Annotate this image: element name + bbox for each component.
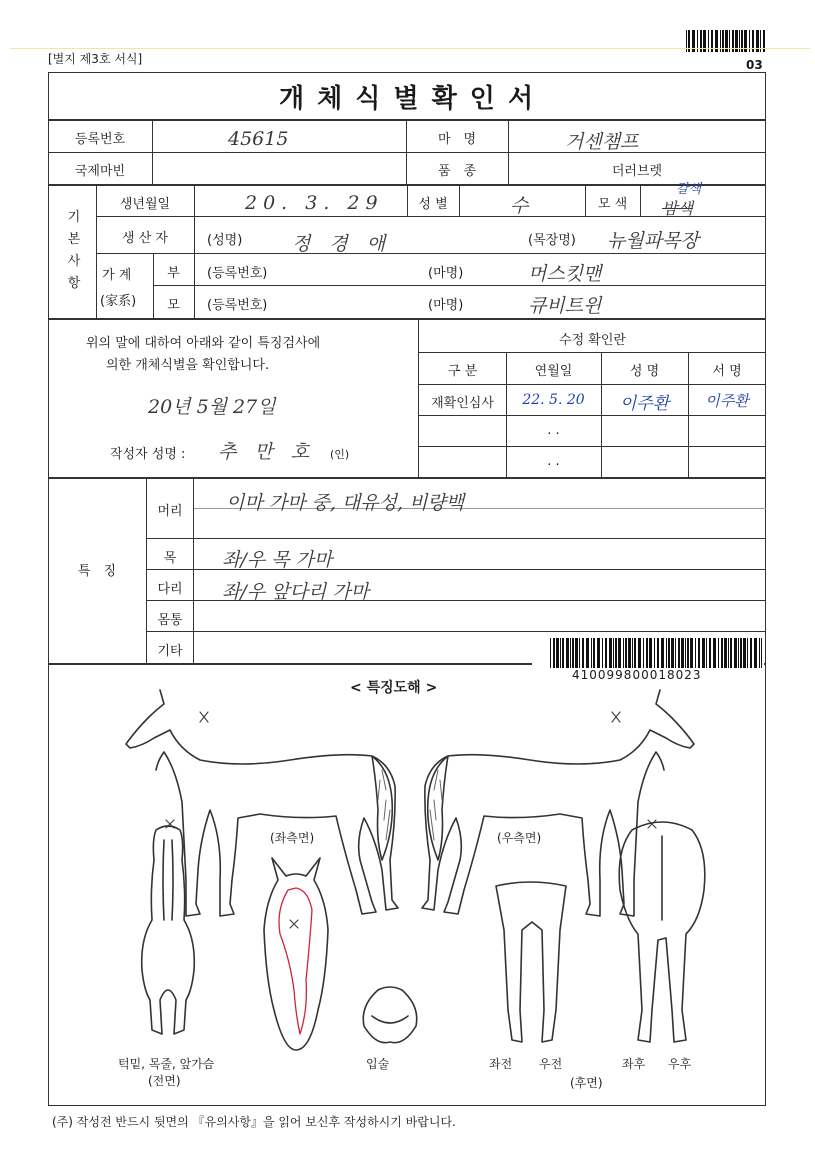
revision-row-date: 22. 5. 20 <box>522 392 585 408</box>
barcode-bar <box>750 638 752 668</box>
barcode-bar <box>743 638 746 668</box>
sire-value: 머스킷맨 <box>528 263 602 285</box>
barcode-bar <box>713 638 716 668</box>
dam-name-field: (마명) <box>428 298 464 313</box>
footer-note: (주) 작성전 반드시 뒷면의 『유의사항』을 읽어 보신후 작성하시기 바랍니다. <box>52 1115 456 1129</box>
barcode-bar <box>591 638 592 668</box>
dam-label: 모 <box>167 298 180 313</box>
revision-row-sign: 이주환 <box>705 392 749 410</box>
horse-right-side <box>422 690 694 916</box>
front-label-line1: 턱밑, 목줄, 앞가슴 <box>118 1057 215 1071</box>
basic-section-label: 기 본 사 항 <box>67 210 81 291</box>
barcode-bar <box>566 638 569 668</box>
breeder-name-label: (성명) <box>207 233 243 248</box>
barcode-bar <box>695 638 696 668</box>
barcode-bar <box>754 638 757 668</box>
feature-neck-value: 좌/우 목 가마 <box>222 549 333 571</box>
divider <box>194 185 195 318</box>
reg-no-label: 등록번호 <box>74 132 126 147</box>
right-front-label: 우전 <box>539 1057 563 1071</box>
barcode-bar <box>623 638 624 668</box>
barcode-bar <box>761 638 762 668</box>
barcode-bar <box>690 638 693 668</box>
feature-other-label: 기타 <box>157 644 183 659</box>
intl-no-label: 국제마빈 <box>74 164 126 179</box>
barcode-bar <box>643 638 644 668</box>
color-value-struck: 밤색 <box>662 199 693 218</box>
barcode-bar <box>649 638 652 668</box>
feature-body-label: 몸통 <box>157 613 183 628</box>
horse-rear-view <box>619 822 705 1042</box>
barcode-bar <box>685 638 686 668</box>
barcode-bar <box>657 638 659 668</box>
barcode-bar <box>730 638 732 668</box>
divider <box>419 384 766 385</box>
barcode-bar <box>609 638 612 668</box>
barcode-bar <box>597 638 600 668</box>
left-front-label: 좌전 <box>489 1057 513 1071</box>
barcode-bar <box>575 638 578 668</box>
dam-value: 큐비트윈 <box>528 295 602 317</box>
right-side-label: (우측면) <box>497 831 542 845</box>
feature-head-value: 이마 가마 중, 대유성, 비량백 <box>226 492 465 514</box>
side-barcode-box <box>532 636 764 686</box>
statement-line1: 위의 말에 대하여 아래와 같이 특징검사에 <box>86 336 321 351</box>
barcode-bar <box>718 638 719 668</box>
barcode-bar <box>638 638 641 668</box>
breeder-name-value: 정 경 애 <box>292 233 386 255</box>
barcode-bar <box>709 638 711 668</box>
revision-col-sign: 서 명 <box>712 364 742 379</box>
barcode-bar <box>602 638 603 668</box>
barcode-bar <box>668 638 670 668</box>
color-value-corrected: 갈색 <box>676 182 702 197</box>
barcode-bar <box>702 638 705 668</box>
features-section-label: 특 징 <box>77 564 117 579</box>
side-barcode <box>550 638 762 668</box>
barcode-bar <box>698 638 700 668</box>
farm-label: (목장명) <box>528 233 576 248</box>
horse-diagram <box>60 690 760 1070</box>
divider <box>147 631 766 632</box>
breed-label: 품 종 <box>437 164 477 179</box>
barcode-bar <box>628 638 631 668</box>
breed-value: 더러브렛 <box>611 164 663 179</box>
divider <box>96 253 766 254</box>
divider <box>640 185 641 216</box>
barcode-bar <box>734 638 737 668</box>
barcode-bar <box>586 638 589 668</box>
lips-label: 입술 <box>366 1057 390 1071</box>
revision-col-date: 연월일 <box>534 364 573 379</box>
horse-lips-view <box>363 987 416 1043</box>
barcode-bar <box>759 638 760 668</box>
barcode-bar <box>556 638 559 668</box>
horse-left-side <box>126 690 398 916</box>
dob-value: 20. 3. 29 <box>245 192 384 214</box>
form-label: [별지 제3호 서식] <box>48 52 143 66</box>
divider <box>152 120 153 184</box>
barcode-bar <box>666 638 667 668</box>
barcode-bar <box>721 638 723 668</box>
left-side-label: (좌측면) <box>270 831 315 845</box>
barcode-bar <box>738 638 739 668</box>
barcode-bar <box>560 638 561 668</box>
barcode-bar <box>681 638 684 668</box>
dob-label: 생년월일 <box>119 197 171 212</box>
revision-row-date: . . <box>547 423 560 438</box>
divider <box>48 119 766 121</box>
divider <box>48 318 766 320</box>
barcode-bar <box>570 638 571 668</box>
revision-col-name: 성 명 <box>629 364 660 379</box>
barcode-bar <box>572 638 574 668</box>
writer-seal: (인) <box>330 448 350 461</box>
barcode-bar <box>740 638 742 668</box>
barcode-bar <box>582 638 584 668</box>
barcode-bar <box>747 638 748 668</box>
color-label: 모 색 <box>597 197 628 212</box>
barcode-bar <box>671 638 674 668</box>
left-hind-label: 좌후 <box>622 1057 646 1071</box>
divider <box>459 185 460 216</box>
side-barcode-number: 410099800018023 <box>572 668 702 682</box>
sire-label: 부 <box>167 266 180 281</box>
feature-neck-label: 목 <box>163 551 177 566</box>
farm-value: 뉴월파목장 <box>607 230 699 252</box>
barcode-bar <box>675 638 676 668</box>
dam-reg-field: (등록번호) <box>207 298 268 313</box>
barcode-bar <box>646 638 648 668</box>
barcode-bar <box>661 638 664 668</box>
horse-front-legs-view <box>496 882 566 1042</box>
breeder-label: 생 산 자 <box>122 231 168 246</box>
diagram-title: < 특징도해 > <box>350 680 438 696</box>
barcode-bar <box>678 638 680 668</box>
page-number: 03 <box>746 58 763 72</box>
barcode-bar <box>625 638 627 668</box>
barcode-bar <box>593 638 595 668</box>
feature-leg-label: 다리 <box>157 582 183 597</box>
revision-row-date: . . <box>547 454 560 469</box>
divider <box>147 538 766 539</box>
right-hind-label: 우후 <box>668 1057 692 1071</box>
sex-value: 수 <box>510 195 529 217</box>
pedigree-hanja: (家系) <box>100 294 137 309</box>
pedigree-label: 가 계 <box>102 268 132 283</box>
feature-head-label: 머리 <box>157 504 183 519</box>
horse-name-value: 거센챔프 <box>565 131 639 153</box>
divider <box>419 352 766 353</box>
confirm-date: 20년 5월 27일 <box>148 396 276 418</box>
barcode-bar <box>615 638 617 668</box>
barcode-bar <box>687 638 689 668</box>
rear-label: (후면) <box>570 1076 603 1090</box>
barcode-bar <box>605 638 607 668</box>
front-label-line2: (전면) <box>148 1074 181 1088</box>
divider <box>419 446 766 447</box>
horse-face-view <box>264 858 328 1050</box>
revision-row-type: 재확인심사 <box>431 396 494 411</box>
divider <box>48 477 766 479</box>
writer-value: 추 만 호 <box>218 441 316 463</box>
barcode-bar <box>654 638 655 668</box>
barcode-bar <box>728 638 729 668</box>
horse-front-view <box>142 826 195 1034</box>
barcode-bar <box>724 638 727 668</box>
barcode-bar <box>579 638 580 668</box>
barcode-bar <box>634 638 636 668</box>
sire-name-field: (마명) <box>428 266 464 281</box>
barcode-bar <box>613 638 614 668</box>
divider <box>419 415 766 416</box>
divider <box>153 285 766 286</box>
barcode-bar <box>706 638 707 668</box>
barcode-bar <box>562 638 564 668</box>
reg-no-value: 45615 <box>228 128 289 150</box>
barcode-bar <box>618 638 621 668</box>
sire-reg-field: (등록번호) <box>207 266 268 281</box>
statement-line2: 의한 개체식별을 확인합니다. <box>106 358 270 373</box>
revision-col-type: 구 분 <box>447 364 478 379</box>
barcode-bar <box>553 638 555 668</box>
barcode-bar <box>550 638 551 668</box>
revision-title: 수정 확인란 <box>559 333 626 348</box>
document-title: 개 체 식 별 확 인 서 <box>278 83 536 114</box>
writer-label: 작성자 성명 : <box>110 447 186 462</box>
revision-row-name: 이주환 <box>619 394 670 414</box>
barcode-bar <box>632 638 633 668</box>
feature-leg-value: 좌/우 앞다리 가마 <box>222 581 369 603</box>
horse-name-label: 마 명 <box>437 132 477 147</box>
top-guide-line <box>10 48 810 49</box>
divider <box>193 478 194 663</box>
divider <box>48 152 766 153</box>
sex-label: 성 별 <box>418 197 448 212</box>
